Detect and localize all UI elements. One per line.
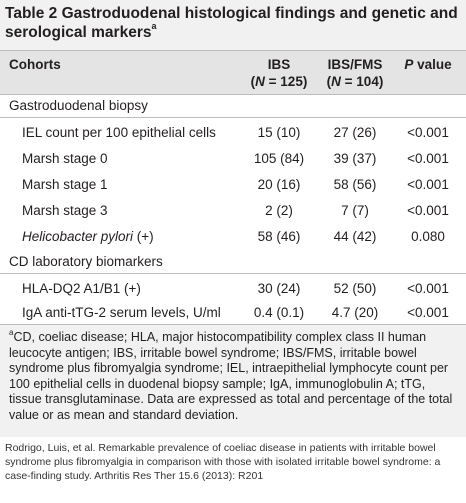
cell-ibs: 105 (84) [253, 151, 305, 166]
row-label: IgA anti-tTG-2 serum levels, U/ml [22, 305, 221, 320]
cell-pvalue: <0.001 [407, 281, 449, 296]
cell-ibsfms: 39 (37) [333, 151, 377, 166]
table-footnote [9, 327, 459, 423]
header-cohorts: Cohorts [9, 57, 61, 72]
title-area [0, 0, 466, 50]
section-label-biopsy: Gastroduodenal biopsy [9, 98, 148, 113]
section-divider [0, 273, 466, 274]
cell-ibsfms: 27 (26) [333, 125, 377, 140]
cell-ibsfms: 58 (56) [333, 177, 377, 192]
table-title [5, 4, 461, 42]
cell-pvalue: <0.001 [407, 151, 449, 166]
header-ibs: IBS [267, 57, 291, 72]
cell-ibs: 2 (2) [265, 203, 293, 218]
row-label: HLA-DQ2 A1/B1 (+) [22, 281, 141, 296]
table-header [0, 50, 466, 95]
header-ibs-n: (N = 125) [250, 74, 308, 89]
header-ibsfms-n: (N = 104) [326, 74, 384, 89]
ibs-n-value: 125 [280, 74, 303, 89]
citation: Rodrigo, Luis, et al. Remarkable prevalence of coeliac disease in patients with irritable bowel syndrome plus fibromyalgia in comparison with those with isolated irritable bowel syndrome: a case-finding study. Arthritis Res Ther 15.6 (2013): R201 [5, 442, 441, 482]
cell-pvalue: <0.001 [407, 125, 449, 140]
row-label [22, 228, 154, 245]
footnote-mark: a [9, 327, 14, 337]
header-ibsfms: IBS/FMS [327, 57, 383, 72]
cell-ibs: 58 (46) [257, 229, 301, 244]
cell-pvalue: <0.001 [407, 203, 449, 218]
section-label-biomarkers: CD laboratory biomarkers [9, 254, 163, 269]
row-label-suffix: (+) [133, 229, 154, 244]
row-label: IEL count per 100 epithelial cells [22, 125, 216, 140]
ibsfms-n-value: 104 [356, 74, 379, 89]
cell-ibsfms: 44 (42) [333, 229, 377, 244]
footnote-text: CD, coeliac disease; HLA, major histocompatibility complex class II human leucocyte antigen; IBS, irritable bowel syndrome; IBS/FMS, irritable bowel syndrome plus fibromyalgia syndrome; IEL, intraepithelial lymphocyte count per 100 epithelial cells in duodenal biopsy sample; IgA, immunoglobulin A; tTG, tissue transglutaminase. Data are expressed as total and percentage of the total value or as mean and standard deviation. [9, 330, 453, 422]
title-footnote-mark: a [151, 20, 157, 31]
cell-pvalue: <0.001 [407, 177, 449, 192]
cell-ibs: 0.4 (0.1) [253, 305, 305, 320]
section-divider [0, 117, 466, 118]
cell-ibsfms: 7 (7) [341, 203, 369, 218]
table-title-text: Table 2 Gastroduodenal histological findings and genetic and serological markers [5, 5, 458, 41]
row-label: Marsh stage 1 [22, 177, 108, 192]
cell-ibsfms: 52 (50) [333, 281, 377, 296]
header-pvalue: P value [404, 57, 452, 72]
cell-pvalue: 0.080 [411, 229, 445, 244]
row-label: Marsh stage 3 [22, 203, 108, 218]
cell-ibs: 15 (10) [257, 125, 301, 140]
cell-ibsfms: 4.7 (20) [331, 305, 379, 320]
row-label-italic: Helicobacter pylori [22, 229, 134, 244]
row-label: Marsh stage 0 [22, 151, 108, 166]
cell-ibs: 20 (16) [257, 177, 301, 192]
cell-ibs: 30 (24) [257, 281, 301, 296]
cell-pvalue: <0.001 [407, 305, 449, 320]
